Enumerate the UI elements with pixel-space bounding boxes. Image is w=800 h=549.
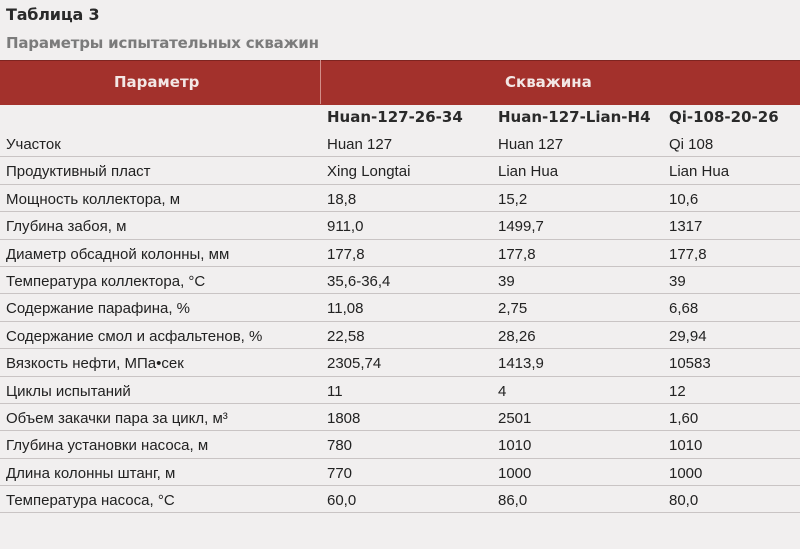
well-1-cell: Xing Longtai [327, 163, 411, 181]
table-row [0, 322, 800, 349]
table-row [0, 486, 800, 513]
well-1-cell: 11 [327, 382, 343, 400]
parameter-cell: Температура коллектора, °С [6, 272, 206, 290]
column-header-well-2: Huan-127-Lian-H4 [498, 108, 651, 126]
well-1-cell: 770 [327, 464, 353, 482]
table-header-bar [0, 60, 800, 105]
well-3-cell: 39 [669, 272, 686, 290]
table-row [0, 377, 800, 404]
table-row [0, 157, 800, 184]
well-1-cell: 22,58 [327, 327, 365, 345]
well-2-cell: 177,8 [498, 245, 536, 263]
well-2-cell: Huan 127 [498, 136, 564, 153]
well-2-cell: 86,0 [498, 492, 528, 510]
table-row [0, 294, 800, 321]
well-2-cell: 1499,7 [498, 218, 544, 236]
well-3-cell: 1317 [669, 218, 703, 236]
well-3-cell: 29,94 [669, 327, 707, 345]
well-1-cell: 2305,74 [327, 355, 382, 373]
table-body [0, 130, 800, 513]
table-row [0, 267, 800, 294]
parameter-cell: Вязкость нефти, МПа•сек [6, 355, 184, 373]
table-row [0, 240, 800, 267]
well-2-cell: 15,2 [498, 190, 528, 208]
header-divider [320, 60, 321, 104]
well-3-cell: 10,6 [669, 190, 699, 208]
well-2-cell: 2501 [498, 409, 532, 427]
table-title: Таблица 3 [6, 5, 100, 24]
well-2-cell: 1010 [498, 437, 532, 455]
well-3-cell: 1010 [669, 437, 703, 455]
table-row [0, 431, 800, 458]
well-3-cell: 1,60 [669, 409, 699, 427]
well-1-cell: 35,6-36,4 [327, 272, 391, 290]
well-2-cell: 28,26 [498, 327, 536, 345]
column-header-well-1: Huan-127-26-34 [327, 108, 463, 126]
well-1-cell: 1808 [327, 409, 361, 427]
table-row [0, 349, 800, 376]
well-1-cell: 911,0 [327, 218, 364, 236]
well-2-cell: Lian Hua [498, 163, 559, 181]
well-3-cell: 1000 [669, 464, 703, 482]
well-2-cell: 2,75 [498, 300, 528, 318]
well-3-cell: 12 [669, 382, 686, 400]
well-1-cell: 18,8 [327, 190, 357, 208]
parameter-cell: Глубина забоя, м [6, 218, 127, 236]
well-3-cell: 6,68 [669, 300, 699, 318]
well-2-cell: 39 [498, 272, 515, 290]
header-well: Скважина [505, 73, 592, 91]
parameter-cell: Температура насоса, °С [6, 492, 175, 510]
well-3-cell: 10583 [669, 355, 711, 373]
column-header-well-3: Qi-108-20-26 [669, 108, 779, 126]
table-row [0, 130, 800, 157]
parameter-cell: Продуктивный пласт [6, 163, 151, 181]
table-row [0, 212, 800, 239]
parameter-cell: Длина колонны штанг, м [6, 464, 176, 482]
well-1-cell: Huan 127 [327, 136, 393, 153]
well-2-cell: 4 [498, 382, 507, 400]
table-subtitle: Параметры испытательных скважин [6, 34, 319, 52]
well-3-cell: Qi 108 [669, 136, 714, 153]
well-1-cell: 60,0 [327, 492, 357, 510]
table-row [0, 459, 800, 486]
header-parameter: Параметр [114, 73, 200, 91]
parameter-cell: Глубина установки насоса, м [6, 437, 209, 455]
well-1-cell: 177,8 [327, 245, 365, 263]
table-row [0, 185, 800, 212]
parameter-cell: Содержание парафина, % [6, 300, 190, 318]
parameter-cell: Циклы испытаний [6, 382, 131, 400]
well-3-cell: 177,8 [669, 245, 707, 263]
well-1-cell: 780 [327, 437, 353, 455]
parameter-cell: Диаметр обсадной колонны, мм [6, 245, 230, 263]
table-row [0, 404, 800, 431]
parameter-cell: Участок [6, 136, 61, 153]
parameter-cell: Объем закачки пара за цикл, м³ [6, 409, 228, 427]
well-3-cell: 80,0 [669, 492, 699, 510]
parameter-cell: Мощность коллектора, м [6, 190, 181, 208]
well-2-cell: 1413,9 [498, 355, 544, 373]
parameter-cell: Содержание смол и асфальтенов, % [6, 327, 263, 345]
well-2-cell: 1000 [498, 464, 532, 482]
well-3-cell: Lian Hua [669, 163, 730, 181]
well-1-cell: 11,08 [327, 300, 364, 318]
